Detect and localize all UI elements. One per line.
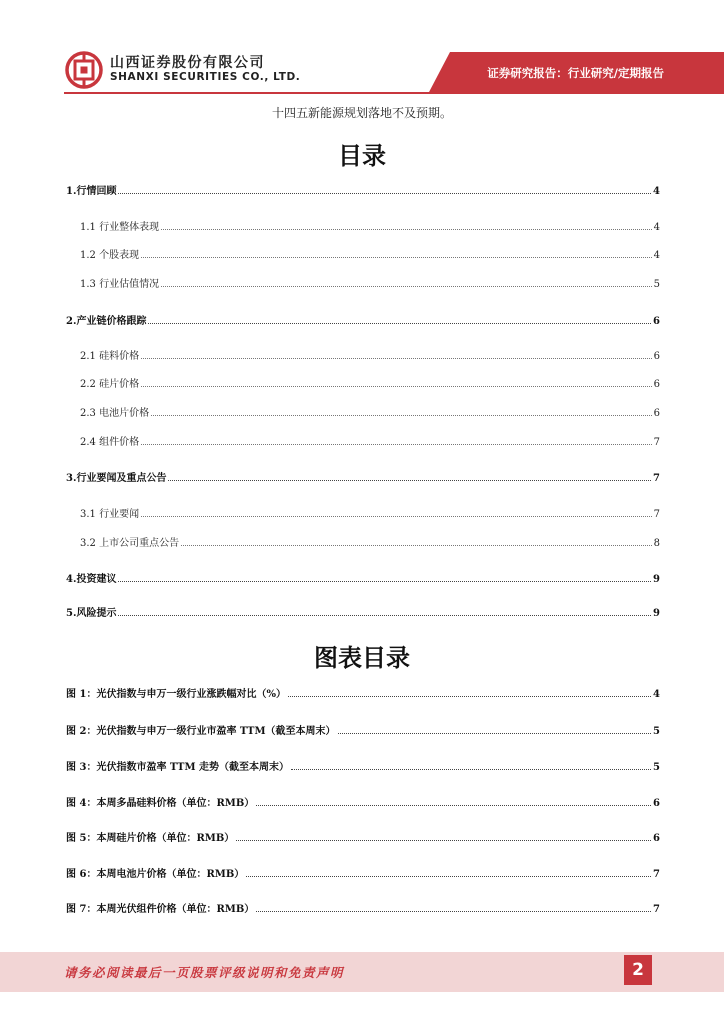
toc-leader (246, 876, 651, 877)
figure-entry[interactable] (66, 722, 660, 740)
toc-leader (338, 733, 652, 734)
toc-entry-page: 7 (653, 473, 660, 484)
toc-entry[interactable] (80, 275, 660, 293)
toc-entry-label: 1.2 个股表现 (80, 250, 140, 261)
toc-entry-page: 6 (653, 316, 660, 327)
figure-entry-label: 图 1：光伏指数与申万一级行业涨跌幅对比（%） (66, 689, 286, 700)
toc-entry[interactable] (80, 375, 660, 393)
toc-entry-label: 3.行业要闻及重点公告 (66, 473, 167, 484)
toc-entry-label: 3.1 行业要闻 (80, 509, 140, 520)
toc-entry-page: 7 (653, 509, 660, 520)
figure-entry-label: 图 7：本周光伏组件价格（单位：RMB） (66, 904, 255, 915)
toc-entry-label: 2.2 硅片价格 (80, 379, 140, 390)
header-divider (64, 92, 658, 94)
toc-leader (168, 480, 651, 481)
toc-leader (256, 911, 651, 912)
toc-entry-label: 2.1 硅料价格 (80, 351, 140, 362)
toc-entry-page: 6 (653, 408, 660, 419)
toc-entry-label: 5.风险提示 (66, 608, 117, 619)
toc-entry-label: 4.投资建议 (66, 574, 117, 585)
toc-entry[interactable] (66, 312, 660, 330)
figure-entry[interactable] (66, 865, 660, 883)
toc-leader (118, 581, 651, 582)
toc-leader (291, 769, 651, 770)
company-name-en: SHANXI SECURITIES CO., LTD. (110, 71, 301, 83)
figure-entry[interactable] (66, 794, 660, 812)
figure-entry-label: 图 2：光伏指数与申万一级行业市盈率 TTM（截至本周末） (66, 726, 336, 737)
toc-entry-page: 9 (653, 608, 660, 619)
toc-entry[interactable] (80, 218, 660, 236)
toc-leader (236, 840, 651, 841)
figure-list-title: 图表目录 (314, 644, 410, 672)
toc-title: 目录 (338, 142, 386, 170)
toc-entry-page: 6 (653, 351, 660, 362)
toc-entry-page: 5 (653, 279, 660, 290)
toc-leader (151, 415, 652, 416)
toc-entry-label: 3.2 上市公司重点公告 (80, 538, 180, 549)
page-number: 2 (624, 955, 652, 985)
report-type-label: 证券研究报告：行业研究/定期报告 (487, 66, 664, 80)
toc-leader (148, 323, 651, 324)
figure-entry[interactable] (66, 900, 660, 918)
toc-leader (161, 229, 652, 230)
toc-entry[interactable] (80, 347, 660, 365)
toc-entry[interactable] (80, 404, 660, 422)
figure-entry[interactable] (66, 685, 660, 703)
figure-entry-page: 5 (653, 762, 660, 773)
toc-entry-label: 2.3 电池片价格 (80, 408, 150, 419)
figure-entry-page: 5 (653, 726, 660, 737)
toc-leader (118, 615, 651, 616)
toc-leader (181, 545, 652, 546)
toc-entry[interactable] (66, 604, 660, 622)
figure-entry-page: 7 (653, 869, 660, 880)
toc-entry-label: 1.3 行业估值情况 (80, 279, 160, 290)
toc-leader (288, 696, 651, 697)
toc-leader (141, 516, 652, 517)
toc-entry-label: 2.4 组件价格 (80, 437, 140, 448)
toc-entry-page: 8 (653, 538, 660, 549)
toc-leader (256, 805, 651, 806)
toc-entry[interactable] (80, 505, 660, 523)
toc-entry-label: 1.行情回顾 (66, 186, 117, 197)
toc-entry-page: 9 (653, 574, 660, 585)
figure-entry-label: 图 3：光伏指数市盈率 TTM 走势（截至本周末） (66, 762, 289, 773)
toc-entry-label: 2.产业链价格跟踪 (66, 316, 147, 327)
toc-entry[interactable] (80, 534, 660, 552)
toc-leader (141, 386, 652, 387)
toc-entry-page: 4 (653, 250, 660, 261)
figure-entry-label: 图 4：本周多晶硅料价格（单位：RMB） (66, 798, 255, 809)
page-header (0, 0, 724, 100)
figure-entry-page: 6 (653, 798, 660, 809)
toc-entry-label: 1.1 行业整体表现 (80, 222, 160, 233)
toc-entry[interactable] (66, 570, 660, 588)
toc-leader (161, 286, 652, 287)
figure-entry-page: 6 (653, 833, 660, 844)
toc-entry-page: 4 (653, 222, 660, 233)
figure-entry-label: 图 5：本周硅片价格（单位：RMB） (66, 833, 235, 844)
figure-entry-page: 4 (653, 689, 660, 700)
toc-leader (141, 257, 652, 258)
company-logo-icon (64, 50, 104, 90)
toc-entry-page: 6 (653, 379, 660, 390)
figure-entry-label: 图 6：本周电池片价格（单位：RMB） (66, 869, 245, 880)
toc-leader (141, 444, 652, 445)
figure-entry[interactable] (66, 758, 660, 776)
toc-entry[interactable] (80, 246, 660, 264)
toc-leader (141, 358, 652, 359)
toc-entry-page: 7 (653, 437, 660, 448)
continuation-text: 十四五新能源规划落地不及预期。 (271, 106, 452, 120)
toc-entry[interactable] (66, 182, 660, 200)
figure-entry-page: 7 (653, 904, 660, 915)
figure-entry[interactable] (66, 829, 660, 847)
toc-entry[interactable] (80, 433, 660, 451)
company-name-cn: 山西证券股份有限公司 (110, 55, 265, 71)
toc-entry[interactable] (66, 469, 660, 487)
toc-entry-page: 4 (653, 186, 660, 197)
footer-disclaimer: 请务必阅读最后一页股票评级说明和免责声明 (64, 965, 345, 980)
toc-leader (118, 193, 651, 194)
